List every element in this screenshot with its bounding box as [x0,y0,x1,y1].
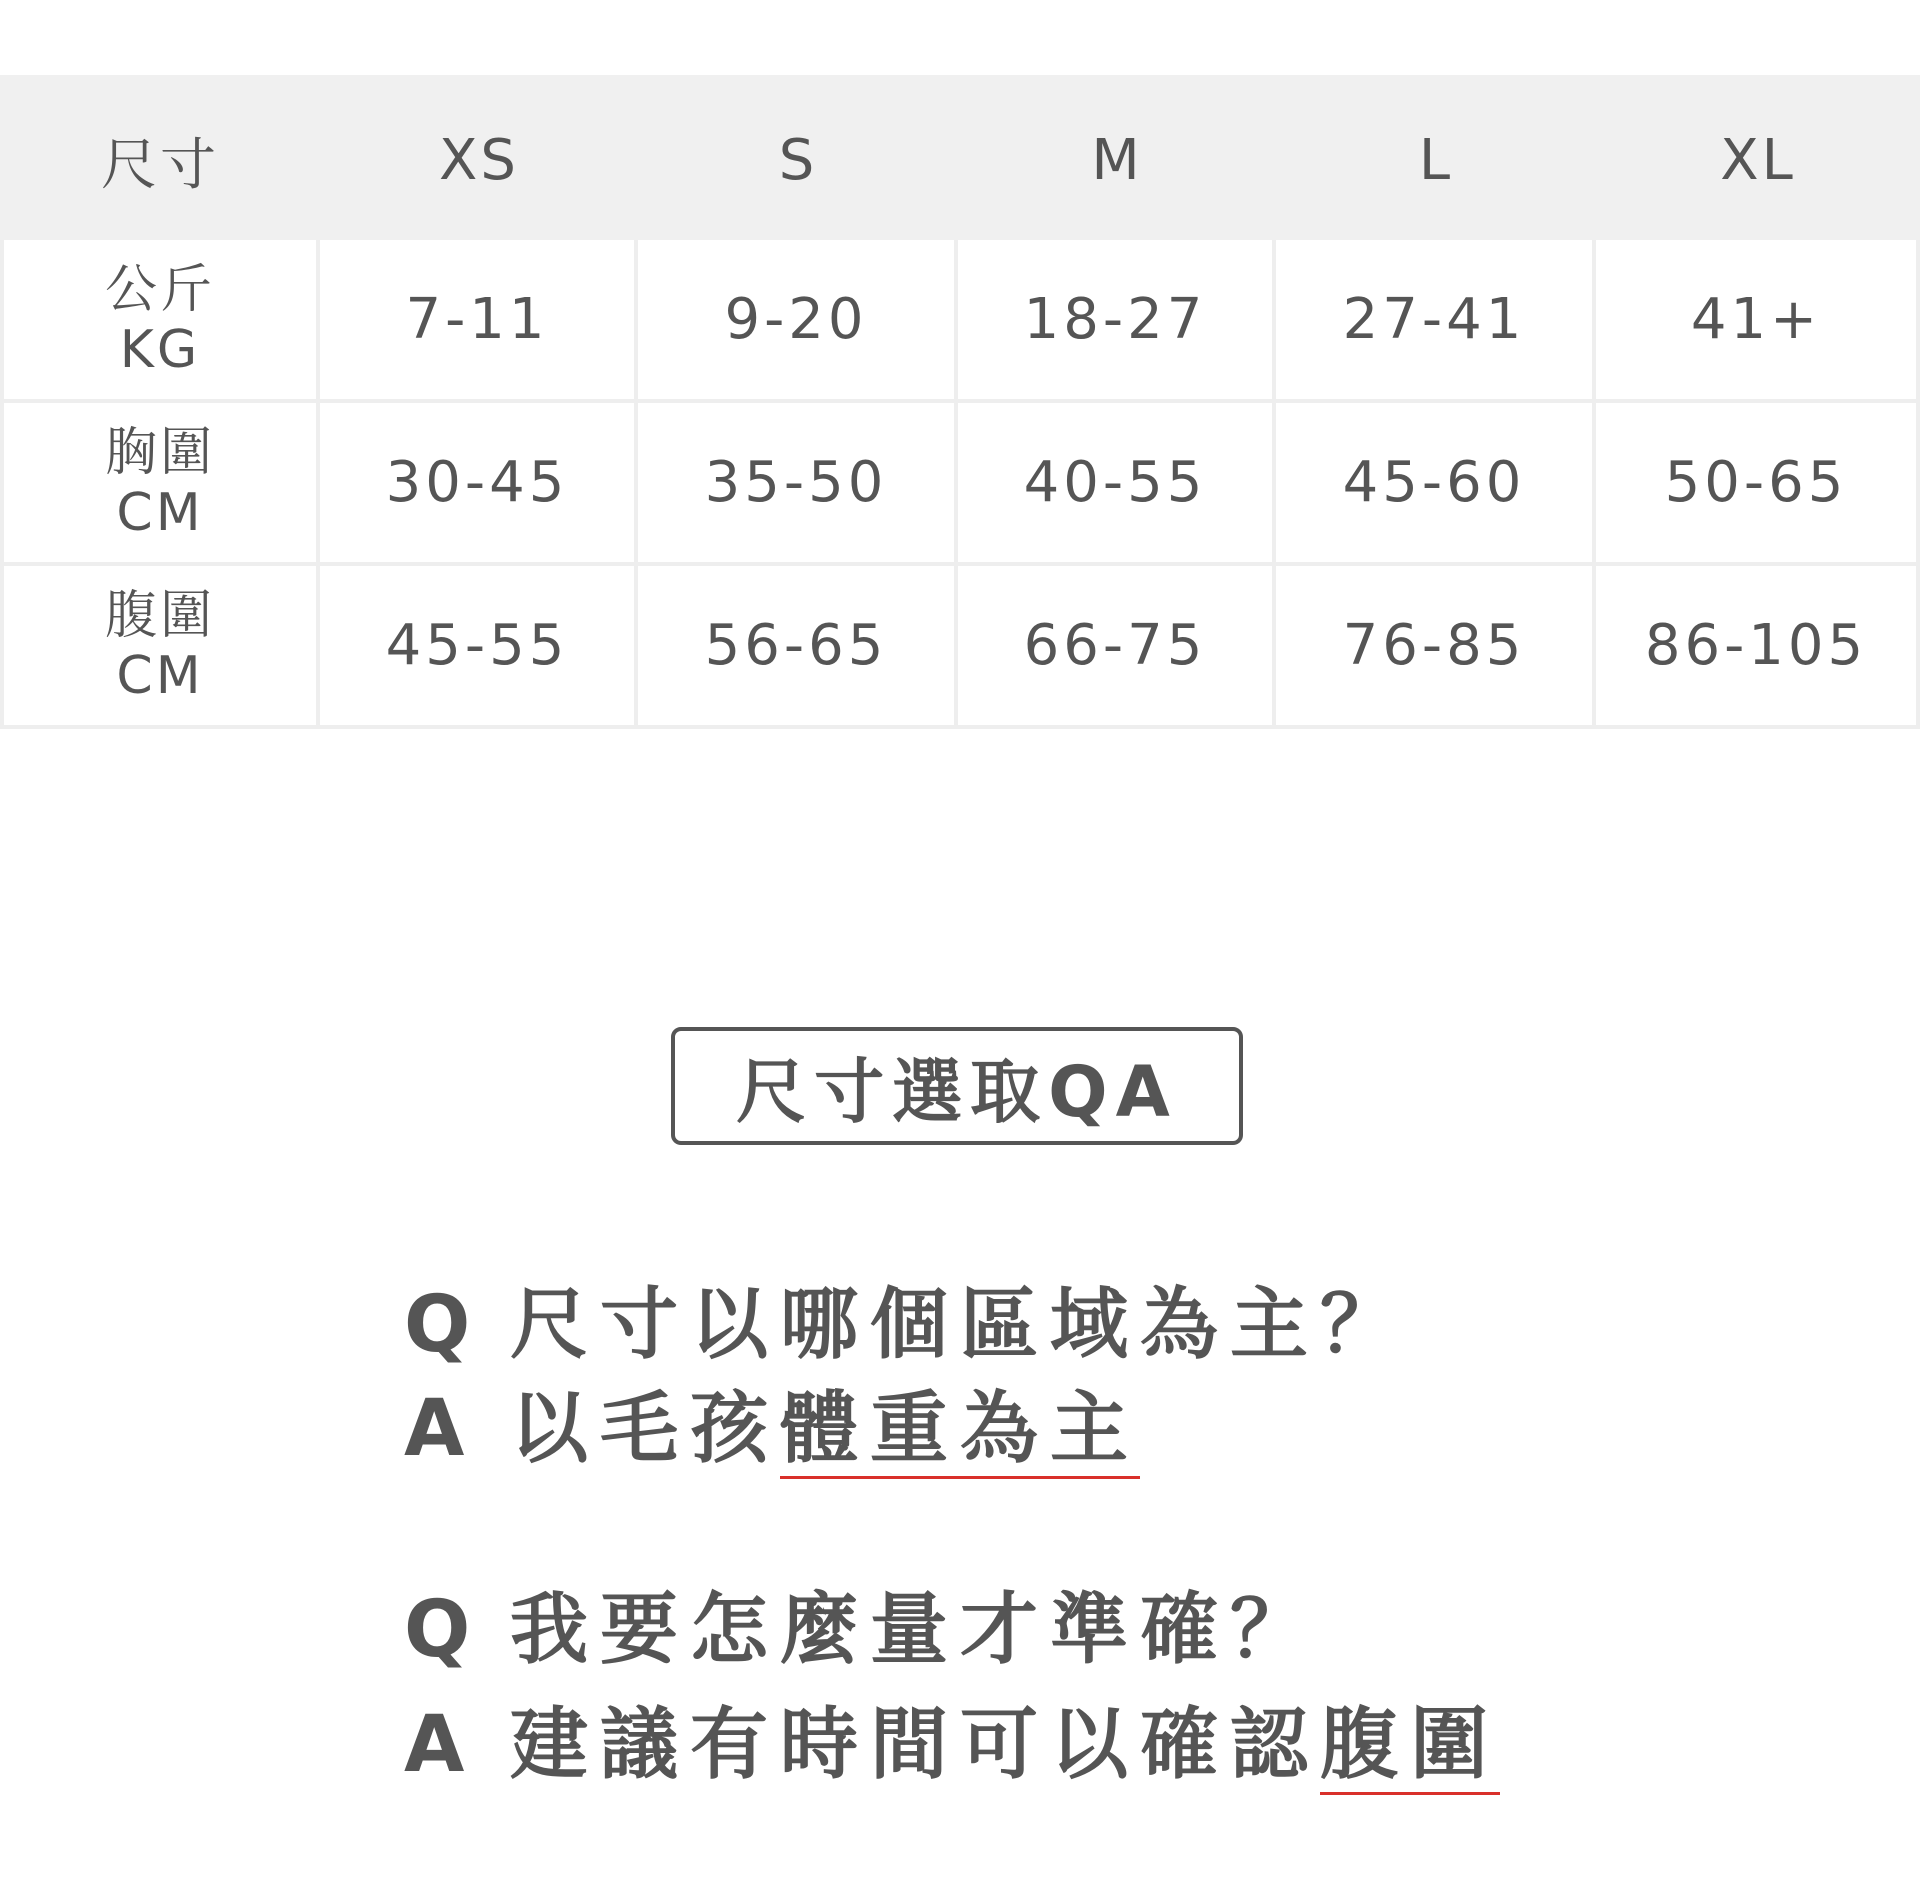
table-cell: 18-27 [958,240,1276,403]
answer-text: 建議有時間可以確認 [510,1700,1321,1790]
table-cell: 50-65 [1596,403,1920,566]
size-table [0,75,1920,729]
row-label-chest [0,403,320,566]
header-cell-m: M [1091,128,1143,193]
row-label-weight [0,240,320,403]
table-cell: 41+ [1596,240,1920,403]
table-cell: 45-55 [320,566,638,729]
table-cell: 86-105 [1596,566,1920,729]
table-cell: 30-45 [320,403,638,566]
table-cell: 27-41 [1276,240,1596,403]
table-row-weight [0,240,1920,403]
answer-prefix: A [404,1384,477,1474]
header-cell-xl: XL [1720,128,1796,193]
question-prefix: Q [404,1280,483,1370]
header-cell-s: S [778,128,818,193]
answer-text: 以毛孩 [510,1384,781,1474]
table-cell: 45-60 [1276,403,1596,566]
table-cell: 66-75 [958,566,1276,729]
row-label-line2: CM [116,482,204,543]
header-cell-xs: XS [439,128,519,193]
table-header-row [0,75,1920,240]
qa-answer-1 [404,1379,1140,1479]
question-text: 我要怎麼量才準確？ [510,1585,1321,1675]
row-label-line2: CM [116,645,204,706]
table-cell: 76-85 [1276,566,1596,729]
table-cell: 40-55 [958,403,1276,566]
table-cell: 35-50 [638,403,958,566]
row-label-line1: 胸圍 [104,422,215,483]
table-row-chest [0,403,1920,566]
row-label-line1: 公斤 [104,259,215,320]
row-label-line1: 腹圍 [104,585,215,646]
table-cell: 7-11 [320,240,638,403]
qa-title-box [671,1027,1243,1145]
header-cell-l: L [1418,128,1454,193]
table-cell: 56-65 [638,566,958,729]
table-row-waist [0,566,1920,729]
row-label-waist [0,566,320,729]
qa-answer-2 [404,1695,1500,1795]
header-cell-size: 尺寸 [101,132,219,198]
row-label-line2: KG [119,319,201,380]
table-cell: 9-20 [638,240,958,403]
answer-prefix: A [404,1700,477,1790]
question-text: 尺寸以哪個區域為主？ [510,1280,1411,1370]
qa-title: 尺寸選取QA [736,1050,1178,1133]
qa-question-1 [404,1275,1410,1375]
question-prefix: Q [404,1585,483,1675]
qa-question-2 [404,1580,1320,1680]
answer-highlight: 體重為主 [780,1384,1140,1479]
answer-highlight: 腹圍 [1320,1700,1500,1795]
